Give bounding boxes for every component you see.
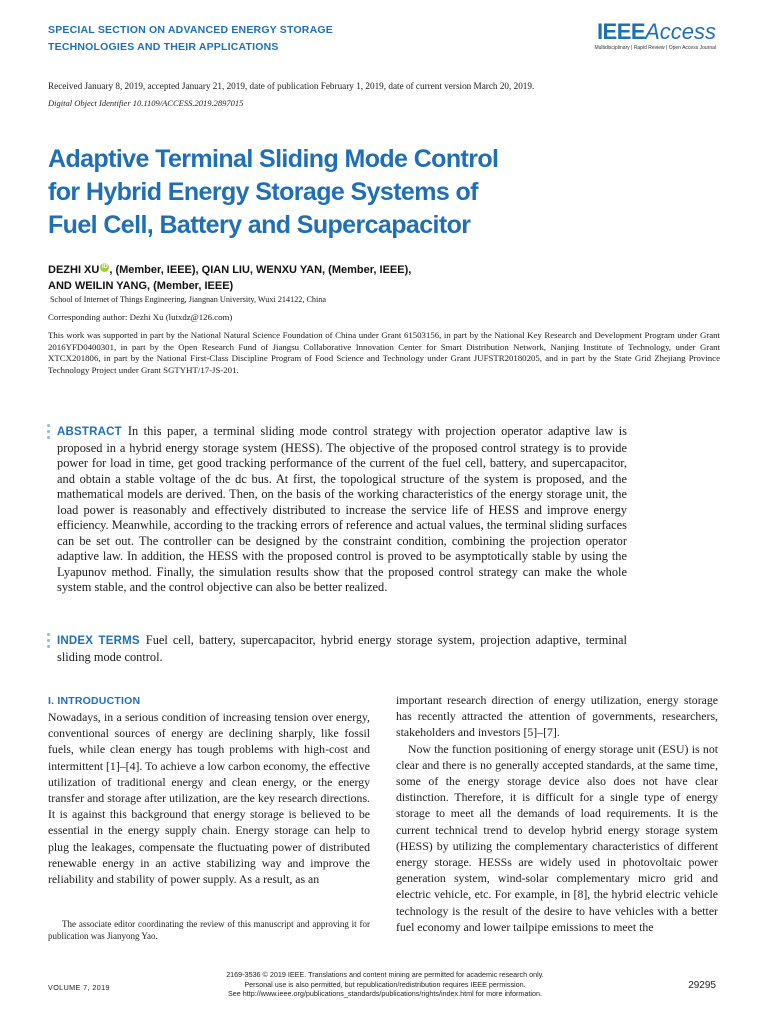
logo-tagline: Multidisciplinary | Rapid Review | Open Access Journal [594,45,716,51]
index-terms [57,633,627,665]
orcid-icon[interactable]: iD [101,264,108,271]
copyright-line-3: See http://www.ieee.org/publications_standards/publications/rights/index.html for more information. [227,989,543,999]
title-line-3: Fuel Cell, Battery and Supercapacitor [48,211,471,239]
paper-title [48,143,688,242]
logo-wordmark [591,20,716,44]
title-line-2: for Hybrid Energy Storage Systems of [48,178,478,206]
body-column-right [396,692,718,935]
intro-paragraph-1-cont: important research direction of energy utilization, energy storage has recently attracted the attention of governments, researchers, stakeholders and investors [5]–[7]. [396,693,718,740]
special-section-banner [48,22,408,56]
section-line-1: SPECIAL SECTION ON ADVANCED ENERGY STORAGE [48,24,333,36]
abstract [57,424,627,596]
volume-label: VOLUME 7, 2019 [48,983,110,992]
author-line-2: AND WEILIN YANG, (Member, IEEE) [48,280,234,292]
index-terms-heading: INDEX TERMS [57,635,140,647]
copyright-notice [190,970,580,999]
page-number: 29295 [688,980,716,991]
author-line-1 [48,262,568,278]
funding-statement: This work was supported in part by the National Natural Science Foundation of China under Grant 61503156, in part by the National Key Research and Development Program under Grant 2016YFD0400301, in part by the Open Research Fund of Jiangsu Collaborative Innovation Center for Smart Distribution Network, Nanjing Institute of Technology, under Grant XTCX201806, in part by the National First-Class Discipline Program of Food Science and Technology under Grant JUFSTR20180205, and in part by the State Grid Zhejiang Province Technology Project under Grant SGTYHT/17-JS-201. [48,330,720,375]
first-author: DEZHI XU [48,264,100,276]
index-terms-marker-icon [47,633,51,651]
author-line-1-rest: , (Member, IEEE), QIAN LIU, WENXU YAN, (Member, IEEE), [109,264,412,276]
intro-paragraph-1: Nowadays, in a serious condition of increasing tension over energy, conventional sources of energy are declining sharply, like fossil fuels, while clean energy has tough problems with high-cost and intermittent [1]–[4]. To achieve a low carbon economy, the effective utilization of traditional energy and clean energy, or the energy transfer and storage after utilization, are the key research directions. It is against this background that energy storage is believed to be essential in the energy supply chain. Energy storage can help to plug the leakages, compensate the fluctuating power of distributed renewable energy in an active stabilizing way and improve the reliability and stability of power supply. As a result, as an [48,710,370,887]
author-list [48,262,568,294]
copyright-line-1: 2169-3536 © 2019 IEEE. Translations and content mining are permitted for academic research only. [226,970,544,979]
affiliation: School of Internet of Things Engineering, Jiangnan University, Wuxi 214122, China [50,295,327,304]
logo-ieee: IEEE [596,19,646,44]
index-terms-text: Fuel cell, battery, supercapacitor, hybrid energy storage system, projection adaptive, terminal sliding mode control. [57,633,627,664]
logo-access: Access [645,19,716,44]
title-line-1: Adaptive Terminal Sliding Mode Control [48,145,499,173]
body-column-left [48,709,370,887]
intro-paragraph-2: Now the function positioning of energy storage unit (ESU) is not clear and there is no generally accepted standards, at the same time, some of the energy storage device also does not have clear distinction. Therefore, it is difficult for a single type of energy storage to meet all the demands of load requirements. It is the current technical trend to develop hybrid energy storage system (HESS) by utilizing the complementary characteristics of different energy storage. HESSs are widely used in photovoltaic power generation system, wind-solar complementary micro grid and electric vehicle, etc. For example, in [8], the hybrid electric vehicle technology is the result of the desire to have vehicles with a better fuel economy and lower tailpipe emissions to meet the [396,741,718,934]
abstract-marker-icon [47,424,51,442]
abstract-heading: ABSTRACT [57,426,122,438]
ieee-access-logo [591,20,716,52]
editor-footnote: The associate editor coordinating the review of this manuscript and approving it for publication was Jianyong Yao. [48,919,370,941]
received-dates: Received January 8, 2019, accepted January 21, 2019, date of publication February 1, 2019, date of current version March 20, 2019. [48,81,535,91]
corresponding-author: Corresponding author: Dezhi Xu (lutxdz@126.com) [48,312,233,322]
introduction-heading: I. INTRODUCTION [48,695,141,707]
copyright-line-2: Personal use is also permitted, but republication/redistribution requires IEEE permission. [244,979,526,989]
section-line-2: TECHNOLOGIES AND THEIR APPLICATIONS [48,41,279,53]
doi-line: Digital Object Identifier 10.1109/ACCESS.2019.2897015 [48,98,244,108]
abstract-text: In this paper, a terminal sliding mode control strategy with projection operator adaptive law is proposed in a hybrid energy storage system (HESS). The objective of the proposed control strategy is to provide power for load in time, get good tracking performance of the current of the fuel cell, battery, and supercapacitor, and obtain a stable voltage of the dc bus. At first, the topological structure of the system is proposed, and the mathematical models are derived. Then, on the basis of the working characteristics of the energy storage unit, the load power is reasonably and effectively distributed to increase the service life of HESS and improve energy efficiency. Meanwhile, according to the tracking errors of reference and actual values, the terminal sliding surfaces can be set out. The controller can be designed by the constraint condition, combining the projection operator adaptive law. In addition, the HESS with the proposed control is proved to be asymptotically stable by using the Lyapunov method. Finally, the simulation results show that the proposed control strategy can make the whole system stable, and the control objective can also be better realized. [57,424,627,594]
